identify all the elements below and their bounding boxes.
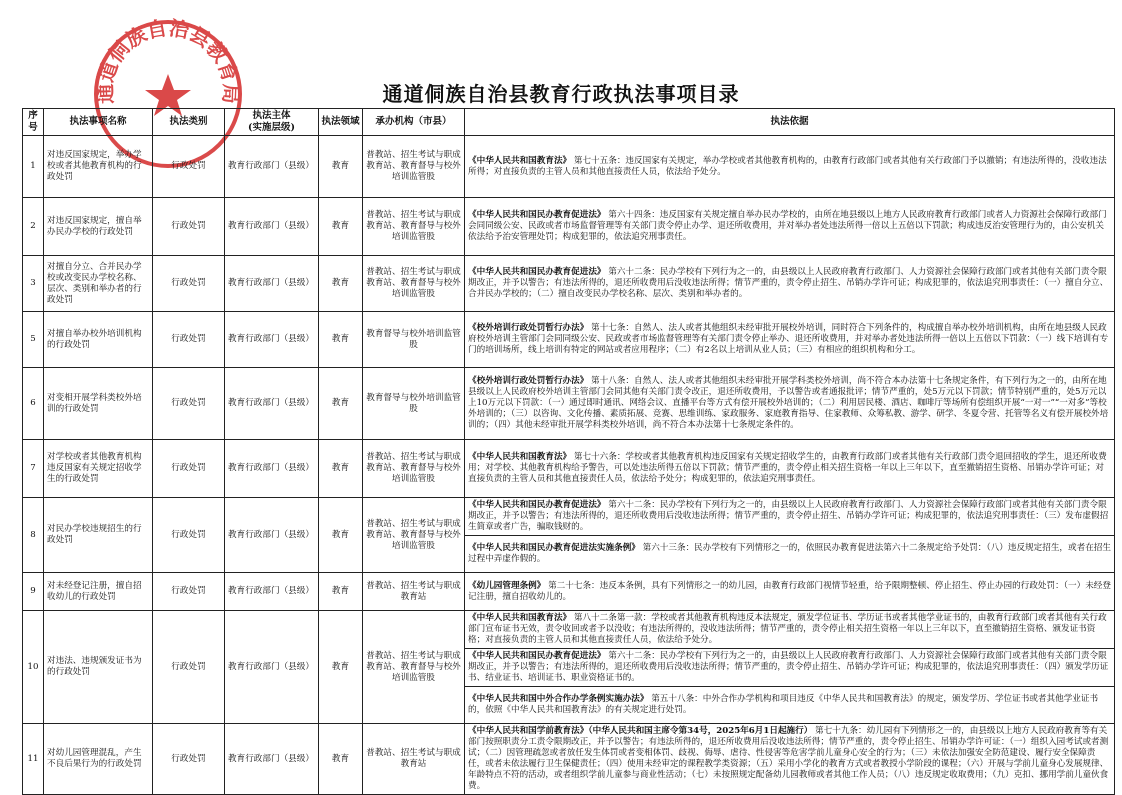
header-subject-main: 执法主体: [252, 110, 291, 121]
row-field: 教育: [319, 136, 363, 198]
row-basis: [465, 312, 1115, 368]
basis-law-name: 《中华人民共和国民办教育促进法实施条例》: [468, 543, 640, 554]
table-row: [23, 611, 1115, 649]
row-type: 行政处罚: [153, 440, 225, 498]
row-basis: [465, 498, 1115, 536]
basis-text: 第六十二条：民办学校有下列行为之一的，由县级以上人民政府教育行政部门、人力资源社会保障行政部门或者其他有关部门责令限期改正，并予以警告；有违法所得的，退还所收费用后没收违法所得；情节严重的，责令停止招生、吊销办学许可证；构成犯罪的，依法追究刑事责任：（一）擅自分立、合并民办学校的；（二）擅自改变民办学校名称、层次、类别和举办者的。: [468, 267, 1109, 300]
row-item-name: 对违反国家规定，举办学校或者其他教育机构的行政处罚: [44, 136, 153, 198]
basis-law-name: 《中华人民共和国民办教育促进法》: [468, 651, 606, 662]
row-item-name: 对擅自举办校外培训机构的行政处罚: [44, 312, 153, 368]
basis-law-name: 《中华人民共和国教育法》: [468, 613, 572, 624]
basis-text: 第十八条：自然人、法人或者其他组织未经审批开展学科类校外培训，尚不符合本办法第十七条规定条件，有下列行为之一的，由所在地县级以上人民政府校外培训主管部门会同其他有关部门责令改正，退还所收费用，予以警告或者通报批评；情节严重的，处5万元以下罚款；情节特别严重的，处5万元以上10万元以下罚款：（一）通过即时通讯、网络会议、直播平台等方式有偿开展校外培训的；（二）利用居民楼、酒店、咖啡厅等场所有偿组织开展“一对一”“一对多”等校外培训的；（三）以咨询、文化传播、素质拓展、竞赛、思维训练、家政服务、家庭教育指导、住家教师、众筹私教、游学、研学、冬夏令营、托管等名义有偿开展校外培训的；（四）其他未经审批开展学科类校外培训，尚不符合本办法第十七条规定条件的。: [468, 376, 1109, 431]
row-seq: 3: [23, 256, 44, 312]
header-row: [23, 109, 1115, 136]
table-row: [23, 498, 1115, 536]
header-subject: [225, 109, 319, 136]
row-subject: 教育行政部门（县级）: [225, 368, 319, 440]
row-basis: [465, 536, 1115, 573]
row-dept: 普教站、招生考试与职成教育站、教育督导与校外培训监管股: [363, 611, 465, 724]
row-dept: 普教站、招生考试与职成教育站、教育督导与校外培训监管股: [363, 198, 465, 256]
row-item-name: 对未经登记注册，擅自招收幼儿的行政处罚: [44, 573, 153, 611]
basis-law-name: 《幼儿园管理条例》: [468, 580, 546, 591]
row-type: 行政处罚: [153, 368, 225, 440]
enforcement-table: [22, 108, 1115, 795]
row-seq: 1: [23, 136, 44, 198]
header-subject-sub: (实施层级): [248, 122, 295, 134]
basis-text: 第七十九条：幼儿园有下列情形之一的，由县级以上地方人民政府教育等有关部门按照职责分工责令限期改正，并予以警告；有违法所得的，退还所收费用后没收违法所得；情节严重的，责令停止招生、吊销办学许可证：（一）组织入园考试或者测试；（二）因管理疏忽或者放任发生体罚或者变相体罚、歧视、侮辱、虐待、性侵害等危害学前儿童身心安全的行为；（三）未依法加强安全防范建设、履行安全保障责任，或者未依法履行卫生保健责任；（四）使用未经审定的课程教学类资源；（五）采用小学化的教育方式或者教授小学阶段的课程；（六）开展与学前儿童身心发展规律、年龄特点不符的活动，或者组织学前儿童参与商业性活动；（七）未按照规定配备幼儿园教师或者其他工作人员；（八）违反规定收取费用；（九）克扣、挪用学前儿童伙食费。: [468, 726, 1109, 792]
header-seq: 序号: [23, 109, 44, 136]
basis-text: 第六十三条：民办学校有下列情形之一的，依照民办教育促进法第六十二条规定给予处罚：（八）违反规定招生，或者在招生过程中弄虚作假的。: [468, 543, 1111, 565]
row-dept: 教育督导与校外培训监管股: [363, 312, 465, 368]
header-type: 执法类别: [153, 109, 225, 136]
header-dept: 承办机构（市县）: [363, 109, 465, 136]
row-seq: 6: [23, 368, 44, 440]
row-subject: 教育行政部门（县级）: [225, 498, 319, 573]
table-body: [23, 136, 1115, 795]
basis-text: 第七十五条：违反国家有关规定，举办学校或者其他教育机构的，由教育行政部门或者其他有关行政部门予以撤销；有违法所得的，没收违法所得；对直接负责的主管人员和其他直接责任人员，依法给予处分。: [468, 155, 1107, 177]
table-row: [23, 256, 1115, 312]
header-field: 执法领域: [319, 109, 363, 136]
row-item-name: 对民办学校违规招生的行政处罚: [44, 498, 153, 573]
basis-text: 第六十四条：违反国家有关规定擅自举办民办学校的，由所在地县级以上地方人民政府教育行政部门或者人力资源社会保障行政部门会同同级公安、民政或者市场监督管理等有关部门责令停止办学、退还所收费用，并对举办者处违法所得一倍以上五倍以下罚款；构成违反治安管理行为的，由公安机关依法给予治安管理处罚；构成犯罪的，依法追究刑事责任。: [468, 210, 1107, 243]
row-item-name: 对擅自分立、合并民办学校或改变民办学校名称、层次、类别和举办者的行政处罚: [44, 256, 153, 312]
row-subject: 教育行政部门（县级）: [225, 198, 319, 256]
row-type: 行政处罚: [153, 136, 225, 198]
basis-text: 第六十二条：民办学校有下列行为之一的，由县级以上人民政府教育行政部门、人力资源社会保障行政部门或者其他有关部门责令限期改正，并予以警告；有违法所得的，退还所收费用后没收违法所得；情节严重的，责令停止招生、吊销办学许可证；构成犯罪的，依法追究刑事责任：（四）颁发学历证书、结业证书、培训证书、职业资格证书的。: [468, 651, 1109, 684]
row-basis: [465, 687, 1115, 724]
row-basis: [465, 256, 1115, 312]
row-subject: 教育行政部门（县级）: [225, 573, 319, 611]
basis-law-name: 《中华人民共和国民办教育促进法》: [468, 210, 606, 221]
row-seq: 5: [23, 312, 44, 368]
row-seq: 7: [23, 440, 44, 498]
row-subject: 教育行政部门（县级）: [225, 256, 319, 312]
row-subject: 教育行政部门（县级）: [225, 724, 319, 795]
basis-law-name: 《中华人民共和国民办教育促进法》: [468, 267, 606, 278]
row-subject: 教育行政部门（县级）: [225, 440, 319, 498]
basis-law-name: 《中华人民共和国学前教育法》（中华人民共和国主席令第34号，2025年6月1日起施行）: [468, 726, 813, 737]
basis-law-name: 《中华人民共和国教育法》: [468, 452, 572, 463]
basis-text: 第八十二条第一款：学校或者其他教育机构违反本法规定，颁发学位证书、学历证书或者其他学业证书的，由教育行政部门或者其他有关行政部门宣布证书无效，责令收回或者予以没收；有违法所得的，没收违法所得；情节严重的，责令停止相关招生资格一年以上三年以下，直至撤销招生资格、颁发证书资格；对直接负责的主管人员和其他直接责任人员，依法给予处分。: [468, 613, 1107, 646]
basis-text: 第二十七条：违反本条例，具有下列情形之一的幼儿园，由教育行政部门视情节轻重，给予限期整顿、停止招生、停止办园的行政处罚：（一）未经登记注册，擅自招收幼儿的。: [468, 580, 1111, 602]
table-row: [23, 440, 1115, 498]
row-type: 行政处罚: [153, 312, 225, 368]
row-dept: 普教站、招生考试与职成教育站、教育督导与校外培训监管股: [363, 498, 465, 573]
row-field: 教育: [319, 198, 363, 256]
row-type: 行政处罚: [153, 198, 225, 256]
row-basis: [465, 724, 1115, 795]
row-subject: 教育行政部门（县级）: [225, 312, 319, 368]
row-dept: 普教站、招生考试与职成教育站、教育督导与校外培训监管股: [363, 256, 465, 312]
row-item-name: 对学校或者其他教育机构违反国家有关规定招收学生的行政处罚: [44, 440, 153, 498]
row-dept: 普教站、招生考试与职成教育站: [363, 573, 465, 611]
row-subject: 教育行政部门（县级）: [225, 611, 319, 724]
row-type: 行政处罚: [153, 573, 225, 611]
basis-text: 第十七条：自然人、法人或者其他组织未经审批开展校外培训，同时符合下列条件的，构成擅自举办校外培训机构，由所在地县级人民政府校外培训主管部门会同同级公安、民政或者市场监督管理等有关部门责令停止举办、退还所收费用，并对举办者处违法所得一倍以上五倍以下罚款：（一）线下培训有专门的培训场所，线上培训有特定的网站或者应用程序；（二）有2名以上培训从业人员；（三）有相应的组织机构和分工。: [468, 323, 1109, 356]
row-field: 教育: [319, 573, 363, 611]
row-item-name: 对违法、违规颁发证书为的行政处罚: [44, 611, 153, 724]
row-dept: 普教站、招生考试与职成教育站、教育督导与校外培训监管股: [363, 440, 465, 498]
row-item-name: 对幼儿园管理混乱，产生不良后果行为的行政处罚: [44, 724, 153, 795]
row-field: 教育: [319, 312, 363, 368]
table-row: [23, 573, 1115, 611]
row-seq: 8: [23, 498, 44, 573]
row-basis: [465, 198, 1115, 256]
row-field: 教育: [319, 256, 363, 312]
row-seq: 2: [23, 198, 44, 256]
row-item-name: 对违反国家规定，擅自举办民办学校的行政处罚: [44, 198, 153, 256]
header-item: 执法事项名称: [44, 109, 153, 136]
basis-law-name: 《校外培训行政处罚暂行办法》: [468, 376, 589, 387]
row-basis: [465, 368, 1115, 440]
table-row: [23, 368, 1115, 440]
basis-text: 第六十二条：民办学校有下列行为之一的，由县级以上人民政府教育行政部门、人力资源社会保障行政部门或者其他有关部门责令限期改正，并予以警告；有违法所得的，退还所收费用后没收违法所得；情节严重的，责令停止招生、吊销办学许可证；构成犯罪的，依法追究刑事责任：（三）发布虚假招生简章或者广告，骗取钱财的。: [468, 500, 1109, 533]
seal-text: 通道侗族自治县教育局: [92, 15, 244, 105]
basis-law-name: 《中华人民共和国民办教育促进法》: [468, 500, 606, 511]
row-field: 教育: [319, 611, 363, 724]
row-seq: 9: [23, 573, 44, 611]
row-dept: 教育督导与校外培训监管股: [363, 368, 465, 440]
row-dept: 普教站、招生考试与职成教育站: [363, 724, 465, 795]
table-row: [23, 724, 1115, 795]
row-basis: [465, 136, 1115, 198]
row-basis: [465, 649, 1115, 687]
basis-text: 第七十六条：学校或者其他教育机构违反国家有关规定招收学生的，由教育行政部门或者其他有关行政部门责令退回招收的学生，退还所收费用；对学校、其他教育机构给予警告，可以处违法所得五倍以下罚款；情节严重的，责令停止相关招生资格一年以上三年以下，直至撤销招生资格、吊销办学许可证；对直接负责的主管人员和其他直接责任人员，依法给予处分；构成犯罪的，依法追究刑事责任。: [468, 452, 1107, 485]
row-dept: 普教站、招生考试与职成教育站、教育督导与校外培训监管股: [363, 136, 465, 198]
row-seq: 11: [23, 724, 44, 795]
basis-law-name: 《校外培训行政处罚暂行办法》: [468, 323, 589, 334]
row-type: 行政处罚: [153, 611, 225, 724]
basis-law-name: 《中华人民共和国教育法》: [468, 155, 572, 166]
header-basis: 执法依据: [465, 109, 1115, 136]
basis-law-name: 《中华人民共和国中外合作办学条例实施办法》: [468, 694, 649, 705]
row-subject: 教育行政部门（县级）: [225, 136, 319, 198]
table-row: [23, 136, 1115, 198]
row-seq: 10: [23, 611, 44, 724]
row-basis: [465, 611, 1115, 649]
table-row: [23, 198, 1115, 256]
row-type: 行政处罚: [153, 724, 225, 795]
row-basis: [465, 573, 1115, 611]
row-type: 行政处罚: [153, 498, 225, 573]
row-basis: [465, 440, 1115, 498]
table-row: [23, 312, 1115, 368]
row-field: 教育: [319, 368, 363, 440]
row-item-name: 对变相开展学科类校外培训的行政处罚: [44, 368, 153, 440]
basis-text: 第五十八条：中外合作办学机构和项目违反《中华人民共和国教育法》的规定，颁发学历、学位证书或者其他学业证书的，依照《中华人民共和国教育法》的有关规定进行处罚。: [468, 694, 1099, 716]
row-field: 教育: [319, 440, 363, 498]
row-field: 教育: [319, 724, 363, 795]
page-title: 通道侗族自治县教育行政执法事项目录: [382, 82, 740, 106]
row-field: 教育: [319, 498, 363, 573]
row-type: 行政处罚: [153, 256, 225, 312]
